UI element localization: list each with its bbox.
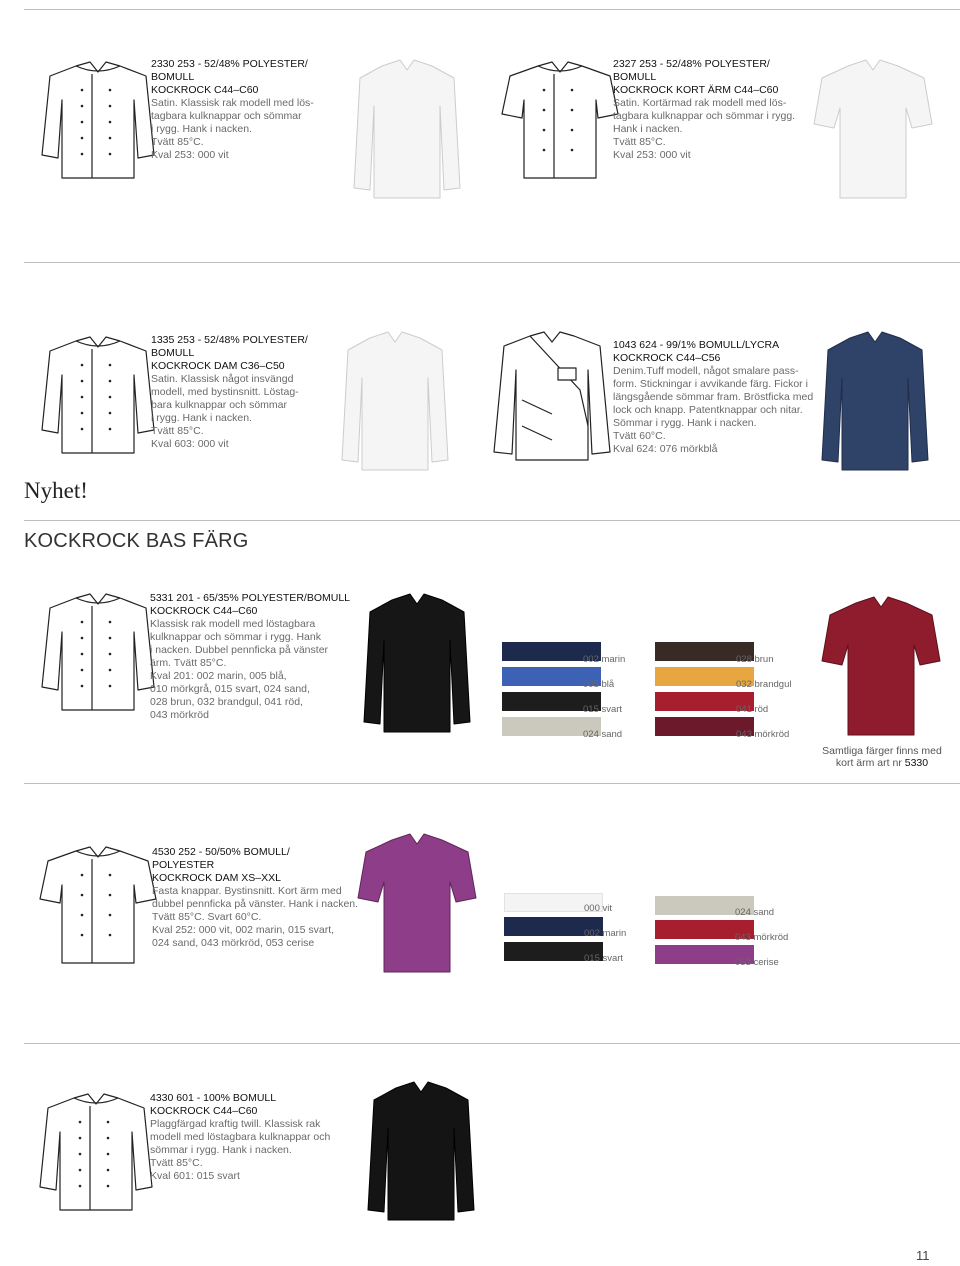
product-title: POLYESTER [152, 859, 215, 871]
product-desc: i nacken. Dubbel pennficka på vänster [150, 644, 329, 656]
product-desc: modell med löstagbara kulknappar och [150, 1131, 331, 1143]
swatch-label: 041 röd [736, 704, 769, 715]
jacket-sketch-2327 [500, 60, 620, 180]
divider [24, 520, 960, 521]
product-desc: Tvätt 85°C. [151, 425, 204, 437]
section-title: KOCKROCK BAS FÄRG [24, 530, 249, 552]
swatch-label: 043 mörkröd [736, 729, 790, 740]
jacket-photo-black-twill [366, 1080, 481, 1230]
jacket-sketch-4530 [38, 845, 158, 965]
jacket-photo-denim [820, 330, 940, 485]
product-desc: modell, med bystinsnitt. Löstag- [151, 386, 299, 398]
jacket-photo-white [352, 58, 462, 203]
product-desc: Fasta knappar. Bystinsnitt. Kort ärm med [152, 885, 342, 897]
product-desc: tagbara kulknappar och sömmar i rygg. [613, 110, 796, 122]
jacket-sketch-5331 [38, 592, 158, 712]
product-title: 5331 201 - 65/35% POLYESTER/BOMULL [150, 592, 350, 604]
product-desc: dubbel pennficka på vänster. Hank i nacken. [152, 898, 359, 910]
jacket-photo-white-dam [340, 330, 450, 475]
swatch-label: 000 vit [584, 903, 612, 914]
product-desc: 028 brun, 032 brandgul, 041 röd, [150, 696, 303, 708]
product-desc: form. Stickningar i avvikande färg. Fickor i [613, 378, 808, 390]
product-desc: längsgående sömmar fram. Bröstficka med [613, 391, 814, 403]
jacket-sketch-2330 [38, 60, 158, 180]
badge-new: Nyhet! [24, 478, 88, 503]
jacket-photo-white-short [818, 58, 933, 203]
product-4330 [150, 1092, 350, 1183]
swatch-label: 032 brandgul [736, 679, 792, 690]
product-title: BOMULL [613, 71, 657, 83]
divider [24, 9, 960, 10]
product-title: KOCKROCK C44–C56 [613, 352, 721, 364]
jacket-photo-black [362, 592, 477, 742]
swatch-label: 043 mörkröd [735, 932, 789, 943]
product-desc: Tvätt 60°C. [613, 430, 666, 442]
footnote-art: 5330 [904, 757, 929, 769]
page-number: 11 [916, 1248, 930, 1263]
swatch-label: 015 svart [583, 704, 623, 715]
product-desc: 010 mörkgrå, 015 svart, 024 sand, [150, 683, 310, 695]
product-title: KOCKROCK KORT ÄRM C44–C60 [613, 84, 779, 96]
footnote [812, 745, 952, 769]
product-title: KOCKROCK DAM C36–C50 [151, 360, 285, 372]
product-2330 [151, 58, 331, 162]
product-desc: Tvätt 85°C. Svart 60°C. [152, 911, 262, 923]
product-title: 1043 624 - 99/1% BOMULL/LYCRA [613, 339, 780, 351]
product-desc: Tvätt 85°C. [151, 136, 204, 148]
product-desc: Satin. Klassisk rak modell med lös- [151, 97, 314, 109]
product-2327 [613, 58, 823, 162]
product-desc: Satin. Klassisk något insvängd [151, 373, 294, 385]
jacket-sketch-4330 [36, 1092, 156, 1212]
product-desc: Denim.Tuff modell, något smalare pass- [613, 365, 799, 377]
product-desc: i rygg. Hank i nacken. [151, 412, 252, 424]
product-desc: tagbara kulknappar och sömmar [151, 110, 302, 122]
divider [24, 1043, 960, 1044]
swatch-label: 015 svart [584, 953, 624, 964]
swatch-label: 028 brun [736, 654, 774, 665]
product-1043 [613, 339, 823, 456]
footnote-text: Samtliga färger finns med kort ärm art nr [822, 745, 942, 769]
product-desc: lock och knapp. Patentknappar och nitar. [613, 404, 803, 416]
product-title: 4530 252 - 50/50% BOMULL/ [152, 846, 290, 858]
swatch-label: 024 sand [583, 729, 623, 740]
swatch-label: 002 marin [583, 654, 626, 665]
product-desc: 043 mörkröd [150, 709, 209, 721]
product-desc: Kval 624: 076 mörkblå [613, 443, 718, 455]
product-desc: Satin. Kortärmad rak modell med lös- [613, 97, 787, 109]
product-desc: Plaggfärgad kraftig twill. Klassisk rak [150, 1118, 321, 1130]
product-desc: Kval 601: 015 svart [150, 1170, 240, 1182]
product-desc: Sömmar i rygg. Hank i nacken. [613, 417, 757, 429]
divider [24, 783, 960, 784]
product-1335 [151, 334, 331, 451]
product-desc: ärm. Tvätt 85°C. [150, 657, 227, 669]
product-4530 [152, 846, 367, 950]
product-desc: Kval 603: 000 vit [151, 438, 229, 450]
product-title: 2330 253 - 52/48% POLYESTER/ [151, 58, 308, 70]
product-desc: Hank i nacken. [613, 123, 683, 135]
product-desc: bara kulknappar och sömmar [151, 399, 287, 411]
jacket-sketch-1335 [38, 335, 158, 455]
product-desc: 024 sand, 043 mörkröd, 053 cerise [152, 937, 315, 949]
product-desc: Kval 252: 000 vit, 002 marin, 015 svart, [152, 924, 335, 936]
product-desc: kulknappar och sömmar i rygg. Hank [150, 631, 321, 643]
swatch-label: 053 cerise [735, 957, 779, 968]
product-title: KOCKROCK DAM XS–XXL [152, 872, 281, 884]
product-desc: Tvätt 85°C. [150, 1157, 203, 1169]
product-title: KOCKROCK C44–C60 [150, 605, 258, 617]
product-title: 2327 253 - 52/48% POLYESTER/ [613, 58, 770, 70]
product-desc: sömmar i rygg. Hank i nacken. [150, 1144, 292, 1156]
jacket-photo-red-short [826, 595, 941, 740]
divider [24, 262, 960, 263]
product-title: BOMULL [151, 347, 195, 359]
product-desc: Kval 253: 000 vit [151, 149, 229, 161]
product-title: 1335 253 - 52/48% POLYESTER/ [151, 334, 308, 346]
product-title: KOCKROCK C44–C60 [150, 1105, 258, 1117]
product-desc: Kval 201: 002 marin, 005 blå, [150, 670, 287, 682]
product-title: BOMULL [151, 71, 195, 83]
swatch-label: 005 blå [583, 679, 615, 690]
swatch-label: 024 sand [735, 907, 775, 918]
product-desc: Klassisk rak modell med löstagbara [150, 618, 316, 630]
product-desc: Kval 253: 000 vit [613, 149, 691, 161]
product-title: KOCKROCK C44–C60 [151, 84, 259, 96]
product-5331 [150, 592, 350, 722]
product-desc: Tvätt 85°C. [613, 136, 666, 148]
jacket-sketch-1043 [492, 330, 612, 465]
jacket-photo-cerise [362, 832, 477, 977]
swatch-label: 002 marin [584, 928, 627, 939]
product-title: 4330 601 - 100% BOMULL [150, 1092, 277, 1104]
product-desc: i rygg. Hank i nacken. [151, 123, 252, 135]
